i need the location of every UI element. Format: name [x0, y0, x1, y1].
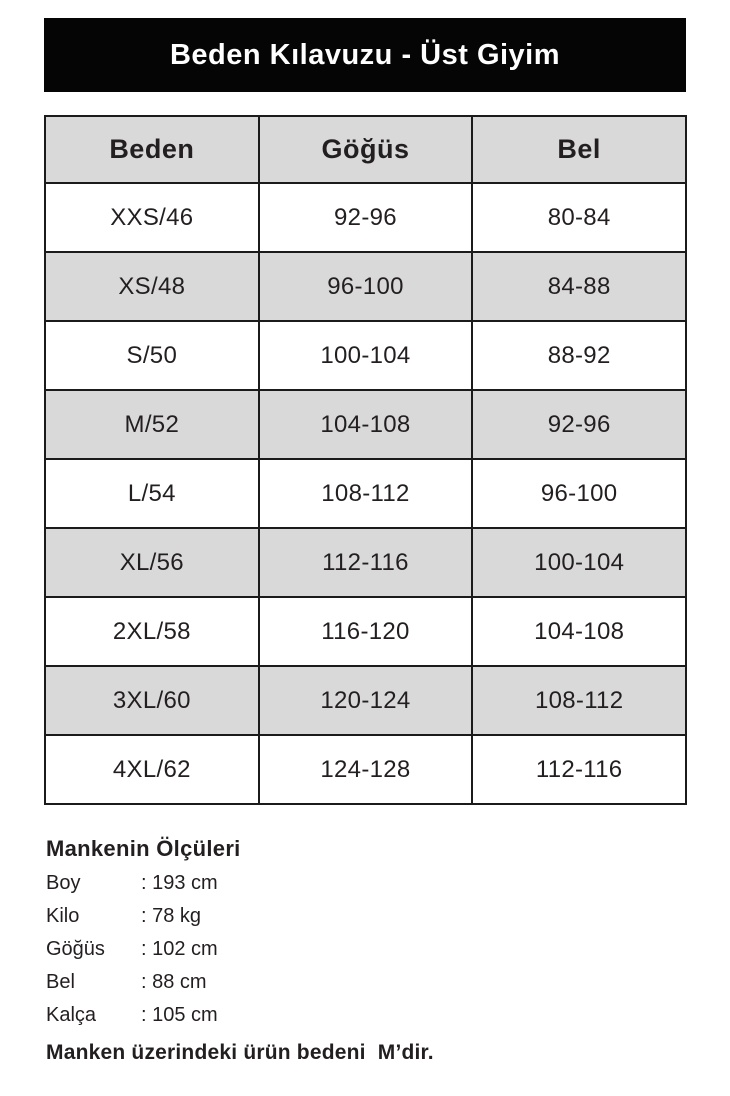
measurement-value: : 102 cm: [141, 938, 218, 960]
table-cell: 100-104: [472, 528, 686, 597]
table-cell: XXS/46: [45, 183, 259, 252]
table-cell: 120-124: [259, 666, 473, 735]
measurement-row-bel: [46, 971, 686, 1004]
column-header-beden: Beden: [45, 116, 259, 183]
table-cell: 92-96: [259, 183, 473, 252]
measurement-value: : 78 kg: [141, 905, 202, 927]
measurement-label: Kalça: [46, 1004, 97, 1026]
table-cell: 96-100: [472, 459, 686, 528]
table-row: [45, 183, 686, 252]
table-cell: 96-100: [259, 252, 473, 321]
measurement-value: : 193 cm: [141, 872, 218, 894]
model-size-note: Manken üzerindeki ürün bedeni M’dir.: [46, 1041, 434, 1064]
measurement-row-kilo: [46, 905, 686, 938]
title-bar: [44, 18, 686, 92]
table-cell: 88-92: [472, 321, 686, 390]
table-cell: 2XL/58: [45, 597, 259, 666]
table-row: [45, 321, 686, 390]
table-row: [45, 735, 686, 804]
table-row: [45, 528, 686, 597]
measurement-label: Boy: [46, 872, 81, 894]
size-table: [44, 115, 687, 805]
measurement-label: Göğüs: [46, 938, 105, 960]
table-row: [45, 390, 686, 459]
table-cell: 3XL/60: [45, 666, 259, 735]
table-cell: 92-96: [472, 390, 686, 459]
table-cell: 112-116: [472, 735, 686, 804]
size-table-head: [45, 116, 686, 183]
table-row: [45, 666, 686, 735]
column-header-gogus: Göğüs: [259, 116, 473, 183]
table-cell: 84-88: [472, 252, 686, 321]
table-cell: S/50: [45, 321, 259, 390]
table-cell: 112-116: [259, 528, 473, 597]
table-cell: M/52: [45, 390, 259, 459]
page-title: Beden Kılavuzu - Üst Giyim: [169, 38, 561, 71]
table-cell: XL/56: [45, 528, 259, 597]
table-cell: 108-112: [472, 666, 686, 735]
table-cell: 116-120: [259, 597, 473, 666]
measurement-value: : 88 cm: [141, 971, 207, 993]
table-row: [45, 597, 686, 666]
measurement-value: : 105 cm: [141, 1004, 218, 1026]
model-measurements-section: [46, 836, 686, 1065]
measurement-label: Kilo: [46, 905, 80, 927]
table-cell: 124-128: [259, 735, 473, 804]
table-cell: 4XL/62: [45, 735, 259, 804]
table-cell: L/54: [45, 459, 259, 528]
column-header-bel: Bel: [472, 116, 686, 183]
table-cell: 108-112: [259, 459, 473, 528]
table-row: [45, 459, 686, 528]
table-cell: 80-84: [472, 183, 686, 252]
table-cell: 104-108: [259, 390, 473, 459]
size-table-body: [45, 183, 686, 804]
measurement-row-boy: [46, 872, 686, 905]
table-cell: XS/48: [45, 252, 259, 321]
table-row: [45, 252, 686, 321]
table-cell: 104-108: [472, 597, 686, 666]
measurement-row-kalca: [46, 1004, 686, 1037]
measurement-row-gogus: [46, 938, 686, 971]
measurement-label: Bel: [46, 971, 75, 993]
table-cell: 100-104: [259, 321, 473, 390]
measurements-heading: Mankenin Ölçüleri: [46, 836, 241, 861]
table-header-row: [45, 116, 686, 183]
